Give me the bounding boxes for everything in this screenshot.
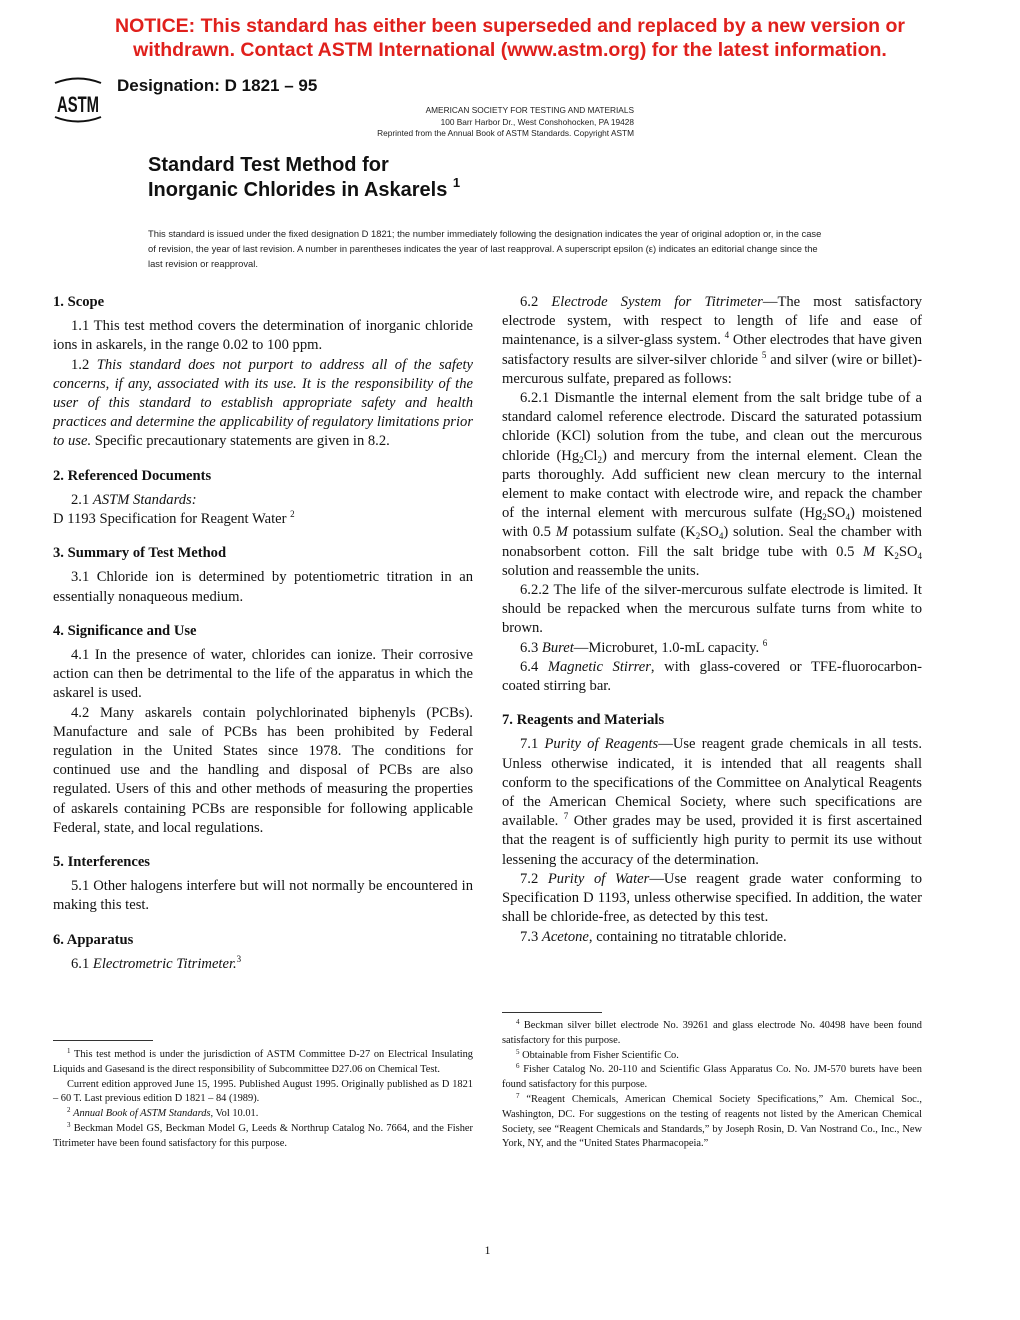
title-line-1: Standard Test Method for bbox=[148, 154, 389, 176]
footnotes-right bbox=[502, 1019, 922, 1152]
paragraph: 4.1 In the presence of water, chlorides can ionize. Their corrosive action can then be detrimental to the life of the apparatus in which the askarel is used. bbox=[53, 647, 473, 702]
society-block bbox=[300, 105, 634, 140]
section-heading: 7. Reagents and Materials bbox=[502, 712, 665, 729]
designation: Designation: D 1821 – 95 bbox=[117, 76, 318, 95]
footnote: Current edition approved June 15, 1995. Published August 1995. Originally published as D 1821 – 60 T. Last previous edition D 1821 – 84 (1989). bbox=[53, 1078, 473, 1105]
reprint-note: Reprinted from the Annual Book of ASTM Standards. Copyright ASTM bbox=[377, 128, 634, 138]
title-line-2: Inorganic Chlorides in Askarels $^1$ bbox=[148, 175, 461, 201]
paragraph: 6.2 Electrode System for Titrimeter—The most satisfactory electrode system, with respect to length of life and ease of maintenance, is a silver-glass system. $^4$ Other electrodes that have given satisfactory results are silver-silver chloride $^5$ and silver (wire or billet)-mercurous sulfate, prepared as follows: bbox=[502, 294, 923, 387]
issued-note: This standard is issued under the fixed designation D 1821; the number immediately following the designation indicates the year of original adoption or, in the case of revision, the year of last revision. A number in parentheses indicates the year of last reapproval. A superscript epsilon (ε) indicates an editorial change since the last revision or reapproval. bbox=[148, 228, 822, 269]
footnote: $^5$ Obtainable from Fisher Scientific Co. bbox=[516, 1047, 679, 1061]
page-number: 1 bbox=[484, 1243, 491, 1257]
section-heading: 4. Significance and Use bbox=[53, 622, 197, 639]
section-heading: 1. Scope bbox=[53, 294, 105, 310]
paragraph: 6.2.2 The life of the silver-mercurous sulfate electrode is limited. It should be repacked when the mercurous sulfate turns from white to brown. bbox=[502, 582, 922, 637]
paragraph: 7.3 Acetone, containing no titratable chloride. bbox=[520, 928, 787, 945]
paragraph: 4.2 Many askarels contain polychlorinated biphenyls (PCBs). Manufacture and sale of PCBs has been prohibited by Federal regulation in the United States since 1978. The conditions for continued use and the handling and disposal of PCBs are also regulated. Users of this and other methods of measuring the properties of askarels containing PCBs are responsible for following applicable Federal, state, and local regulations. bbox=[53, 704, 473, 836]
paragraph: 6.3 Buret—Microburet, 1.0-mL capacity. $^6$ bbox=[520, 637, 768, 656]
astm-logo bbox=[52, 80, 104, 120]
page-title bbox=[148, 153, 460, 203]
society-address: 100 Barr Harbor Dr., West Conshohocken, PA 19428 bbox=[440, 116, 634, 127]
section-heading: 2. Referenced Documents bbox=[53, 467, 212, 484]
paragraph: 7.2 Purity of Water—Use reagent grade water conforming to Specification D 1193, unless otherwise specified. In addition, the water shall be chloride-free, as detected by this test. bbox=[502, 870, 922, 926]
footnote: $^4$ Beckman silver billet electrode No. 39261 and glass electrode No. 40498 have been found satisfactory for this purpose. bbox=[502, 1018, 922, 1046]
section-heading: 3. Summary of Test Method bbox=[53, 545, 227, 562]
paragraph: 6.2.1 Dismantle the internal element from the salt bridge tube of a standard calomel reference electrode. Discard the saturated potassium chloride (KCl) solution from the tube, and clean out the mercurous chloride $(Hg_2Cl_2)$ and mercury from the internal element. Clean the parts thoroughly. Add sufficient new clean mercury to the internal element to make contact with electrode wire, and repack the chamber of the internal element with mercurous sulfate $(Hg_2SO_4)$ moistened with 0.5 M potassium sulfate $(K_2SO_4)$ solution. Seal the chamber with nonabsorbent cotton. Fill the salt bridge tube with 0.5 M $K_2SO_4$ solution and reassemble the units. bbox=[502, 390, 922, 579]
footnotes-left bbox=[53, 1048, 473, 1152]
footnote-rule bbox=[502, 1012, 602, 1013]
footnote: $^7$ “Reagent Chemicals, American Chemical Society Specifications,” Am. Chemical Soc., Washington, DC. For suggestions on the testing of reagents not listed by the American Chemical Society, see “Reagent Chemicals and Standards,” by Joseph Rosin, D. Van Nostrand Co., Inc., New York, NY, and the “United States Pharmacopeia.” bbox=[502, 1091, 922, 1150]
supersession-notice bbox=[0, 14, 1020, 62]
footnote-rule bbox=[53, 1040, 153, 1041]
paragraph: 2.1 ASTM Standards: bbox=[71, 491, 197, 508]
logo-text: ASTM bbox=[57, 92, 99, 117]
section-heading: 6. Apparatus bbox=[53, 931, 134, 948]
paragraph: 5.1 Other halogens interfere but will not normally be encountered in making this test. bbox=[53, 878, 473, 914]
paragraph: 7.1 Purity of Reagents—Use reagent grade chemicals in all tests. Unless otherwise indicated, it is intended that all reagents shall conform to the specifications of the Committee on Analytical Reagents of the American Chemical Society, where such specifications are available. $^7$ Other grades may be used, provided it is first ascertained that the reagent is of sufficiently high purity to permit its use without lessening the accuracy of the determination. bbox=[502, 736, 923, 868]
paragraph: 1.1 This test method covers the determination of inorganic chloride ions in askarels, in the range 0.02 to 100 ppm. bbox=[53, 318, 473, 354]
title-footnote-mark: 1 bbox=[452, 175, 461, 190]
referenced-standard: D 1193 Specification for Reagent Water $^2$ bbox=[53, 509, 295, 528]
left-column bbox=[53, 293, 473, 974]
paragraph: 6.4 Magnetic Stirrer, with glass-covered or TFE-fluorocarbon-coated stirring bar. bbox=[502, 658, 922, 695]
notice-line-2: withdrawn. Contact ASTM International (www.astm.org) for the latest information. bbox=[133, 39, 887, 61]
notice-line-1: NOTICE: This standard has either been superseded and replaced by a new version or bbox=[115, 15, 905, 37]
footnote: $^2$ Annual Book of ASTM Standards, Vol 10.01. bbox=[67, 1106, 259, 1120]
footnote: $^6$ Fisher Catalog No. 20-110 and Scientific Glass Apparatus Co. No. JM-570 burets have been found satisfactory for this purpose. bbox=[502, 1062, 922, 1091]
paragraph: 6.1 Electrometric Titrimeter.$^3$ bbox=[71, 953, 242, 972]
right-column bbox=[502, 293, 922, 947]
section-heading: 5. Interferences bbox=[53, 854, 150, 871]
paragraph: 3.1 Chloride ion is determined by potentiometric titration in an essentially nonaqueous medium. bbox=[53, 569, 473, 605]
footnote: $^1$ This test method is under the jurisdiction of ASTM Committee D-27 on Electrical Insulating Liquids and Gasesand is the direct responsibility of Subcommittee D27.06 on Chemical Test. bbox=[53, 1047, 473, 1075]
society-name: AMERICAN SOCIETY FOR TESTING AND MATERIALS bbox=[425, 105, 634, 115]
paragraph: 1.2 This standard does not purport to address all of the safety concerns, if any, associated with its use. It is the responsibility of the user of this standard to establish appropriate safety and health practices and determine the applicability of regulatory limitations prior to use. Specific precautionary statements are given in 8.2. bbox=[53, 356, 473, 450]
footnote: $^3$ Beckman Model GS, Beckman Model G, Leeds & Northrup Catalog No. 7664, and the Fisher Titrimeter have been found satisfactory for this purpose. bbox=[53, 1120, 473, 1149]
